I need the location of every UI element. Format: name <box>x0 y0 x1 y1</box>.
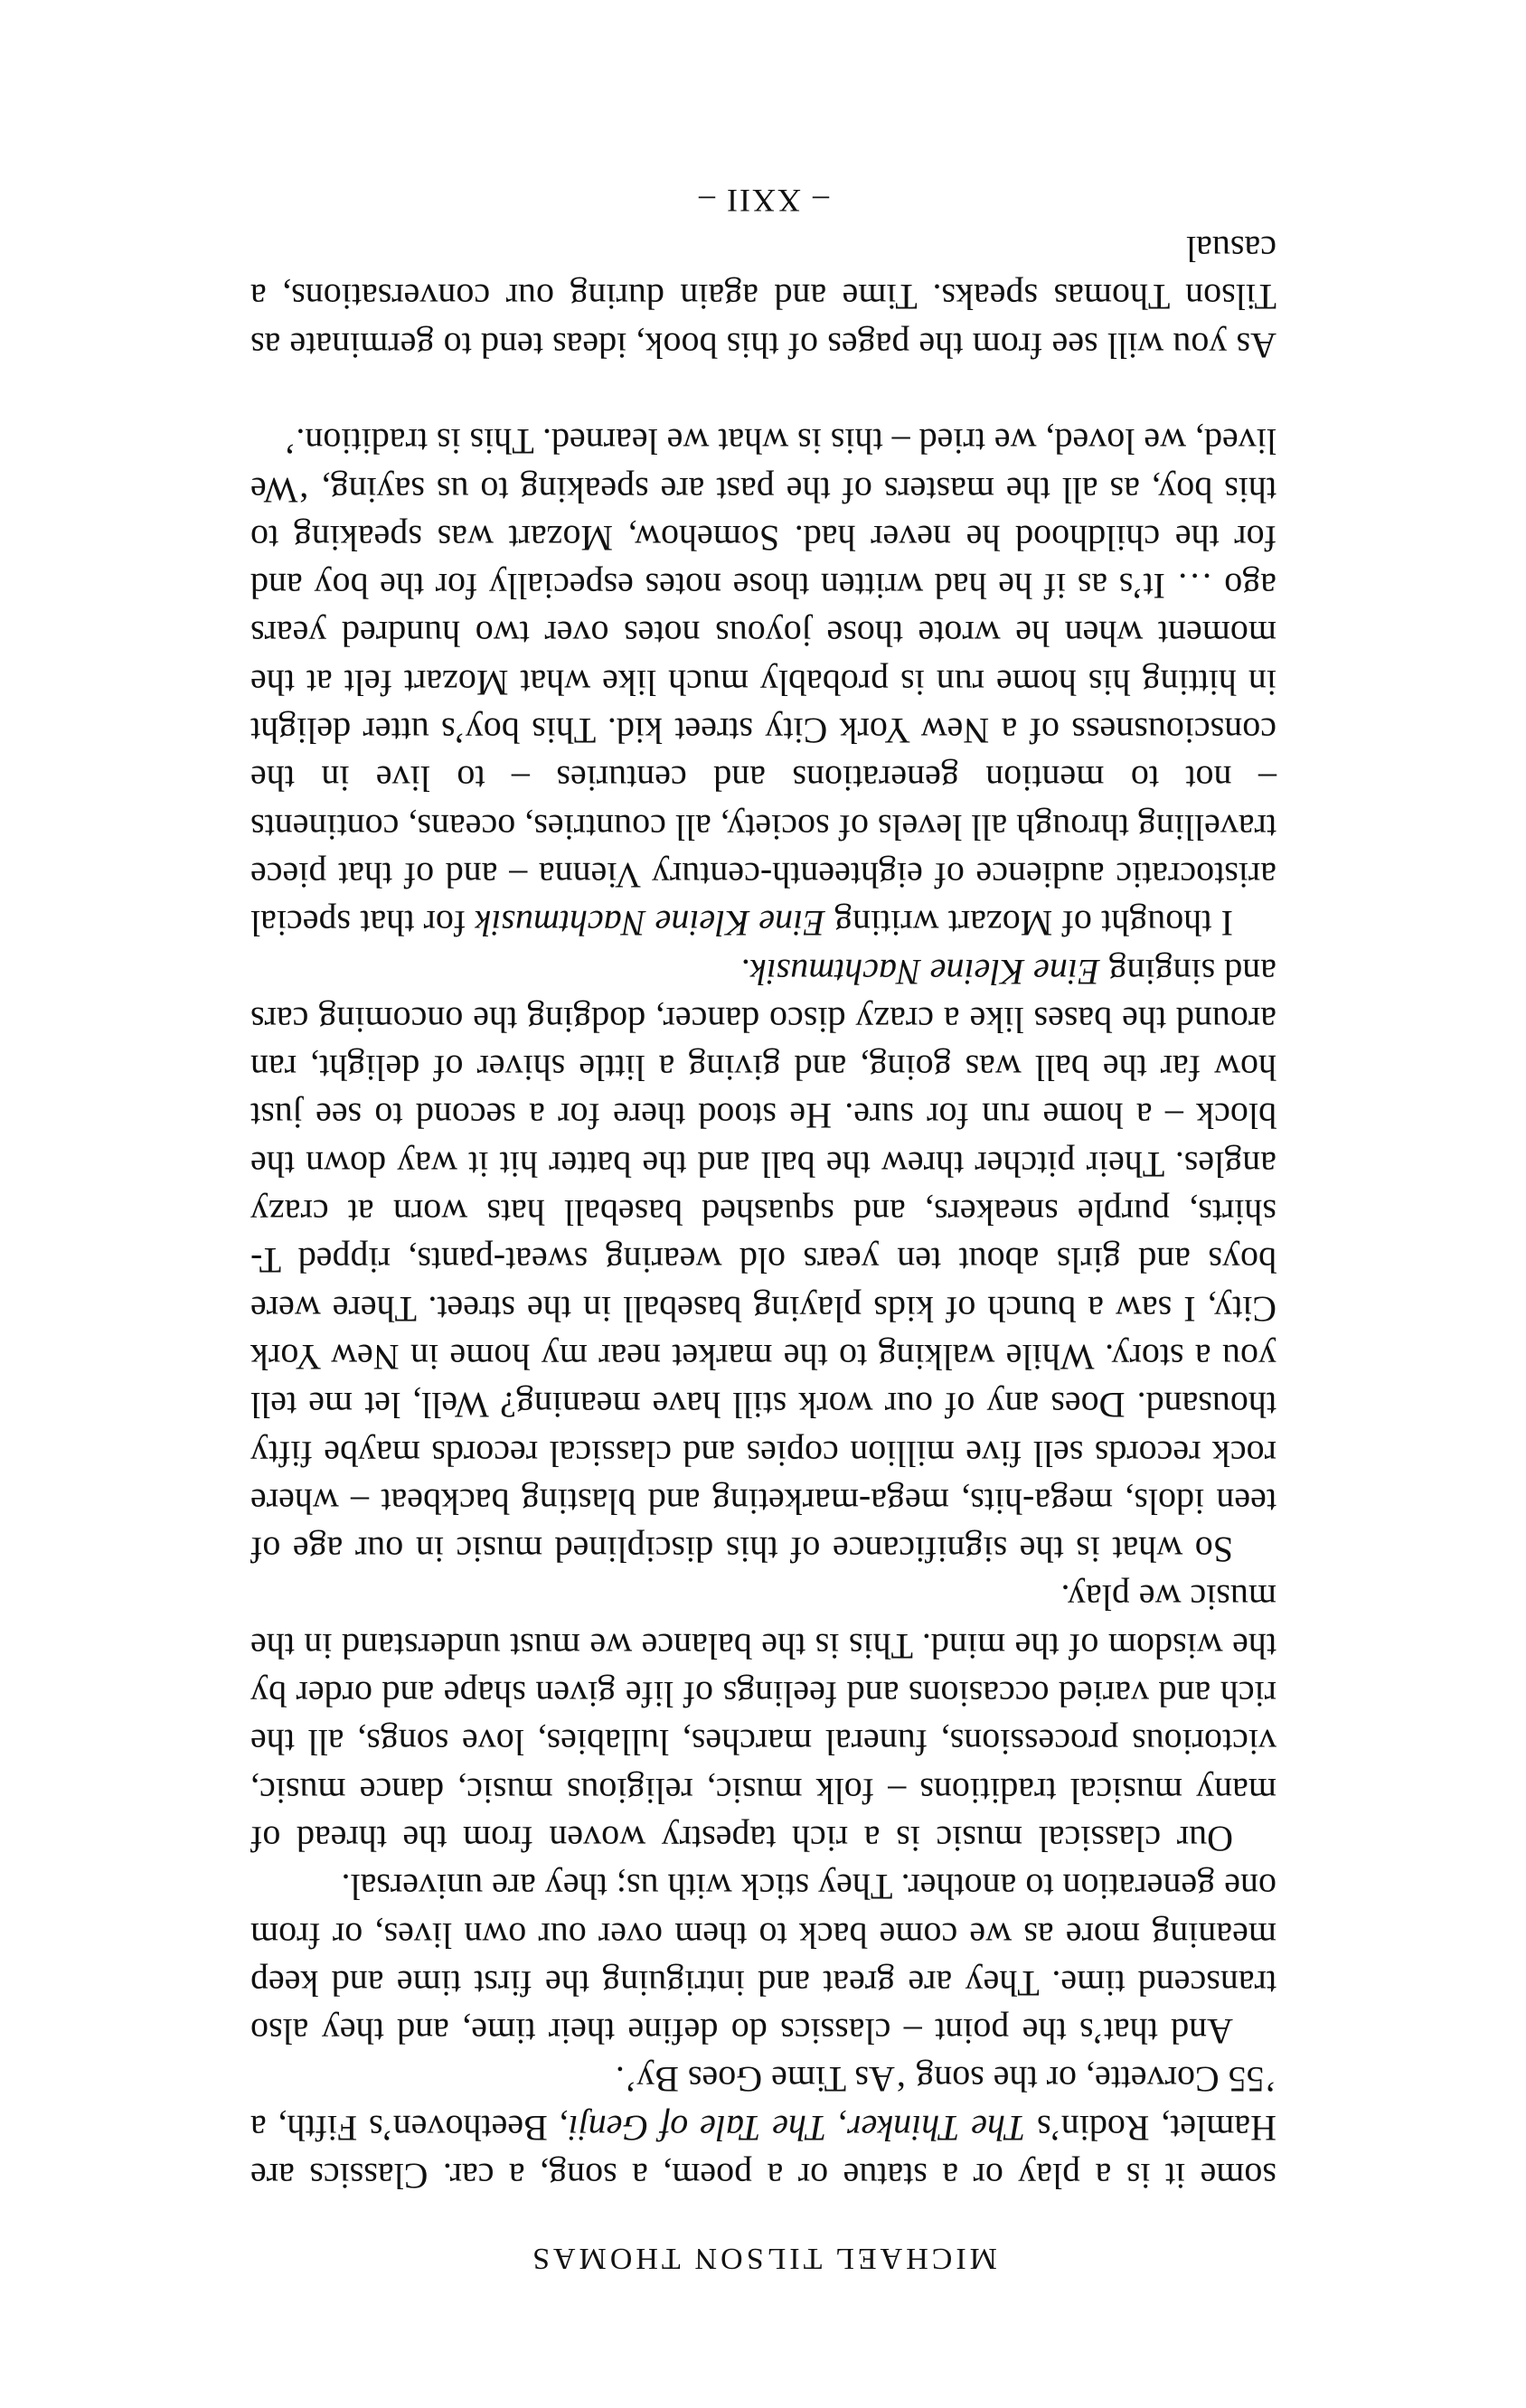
paragraph <box>250 947 1276 1574</box>
paragraph <box>250 225 1276 370</box>
paragraph <box>250 418 1276 947</box>
body-text <box>250 225 1276 2200</box>
text-run: . <box>740 951 750 992</box>
text-run: , Beethoven’s Fifth, a ’55 Corvette, or the song ‘As Time Goes By’. <box>250 2059 1276 2149</box>
paragraph <box>250 1574 1276 1863</box>
paragraph <box>250 2055 1276 2200</box>
running-head: MICHAEL TILSON THOMAS <box>529 2242 997 2275</box>
text-run: some it is a play or a statue or a poem, a song, a car. Classics are Hamlet, Rodin’s <box>250 2107 1276 2196</box>
text-run: And that’s the point – classics do define their time, and they also transcend time. They are great and intriguing the first time and keep meaning more as we come back to them over our own lives, or from one generation to another. They stick with us; they are universal. <box>250 1867 1276 2053</box>
paragraph <box>250 1863 1276 2055</box>
italic-title: The Tale of Genji <box>568 2107 827 2149</box>
text-run: As you will see from the pages of this book, ideas tend to germinate as Tilson Thomas speaks. Time and again during our conversations, a casual <box>250 229 1276 366</box>
page-number: – XXII – <box>697 183 829 219</box>
text-run: for that special aristocratic audience of eighteenth-century Vienna – and of that piece travelling through all levels of society, all countries, oceans, continents – not to mention generations and centuries – to live in the consciousness of a New York City street kid. This boy’s utter delight in hitting his home run is probably much like what Mozart felt at the moment when he wrote those joyous notes over two hundred years ago … It’s as if he had written those notes especially for the boy and for the childhood he never had. Somehow, Mozart was speaking to this boy, as all the masters of the past are speaking to us saying, ‘We lived, we loved, we tried – this is what we learned. This is tradition.’ <box>250 421 1276 945</box>
text-run: So what is the significance of this disciplined music in our age of teen idols, mega-hits, mega-marketing and blasting backbeat – where rock records sell five million copies and classical records maybe fifty thousand. Does any of our work still have meaning? Well, let me tell you a story. While walking to the market near my home in New York City, I saw a bunch of kids playing baseball in the street. There were boys and girls about ten years old wearing sweat-pants, ripped T-shirts, purple sneakers, and squashed baseball hats worn at crazy angles. Their pitcher threw the ball and the batter hit it way down the block – a home run for sure. He stood there for a second to see just how far the ball was going, and giving a little shiver of delight, ran around the bases like a crazy disco dancer, dodging the oncoming cars and singing <box>250 951 1276 1571</box>
paragraph-gap <box>250 370 1276 418</box>
text-run: I thought of Mozart writing <box>824 903 1233 945</box>
italic-title: The Thinker <box>847 2107 1026 2149</box>
text-run: , <box>826 2107 848 2149</box>
italic-title: Eine Kleine Nachtmusik <box>475 903 825 945</box>
italic-title: Eine Kleine Nachtmusik <box>749 951 1100 992</box>
text-run: Our classical music is a rich tapestry woven from the thread of many musical traditions – folk music, religious music, dance music, victorious processions, funeral marches, lullabies, love songs, all the rich and varied occasions and feelings of life given shape and order by the wisdom of the mind. This is the balance we must understand in the music we play. <box>250 1577 1276 1859</box>
